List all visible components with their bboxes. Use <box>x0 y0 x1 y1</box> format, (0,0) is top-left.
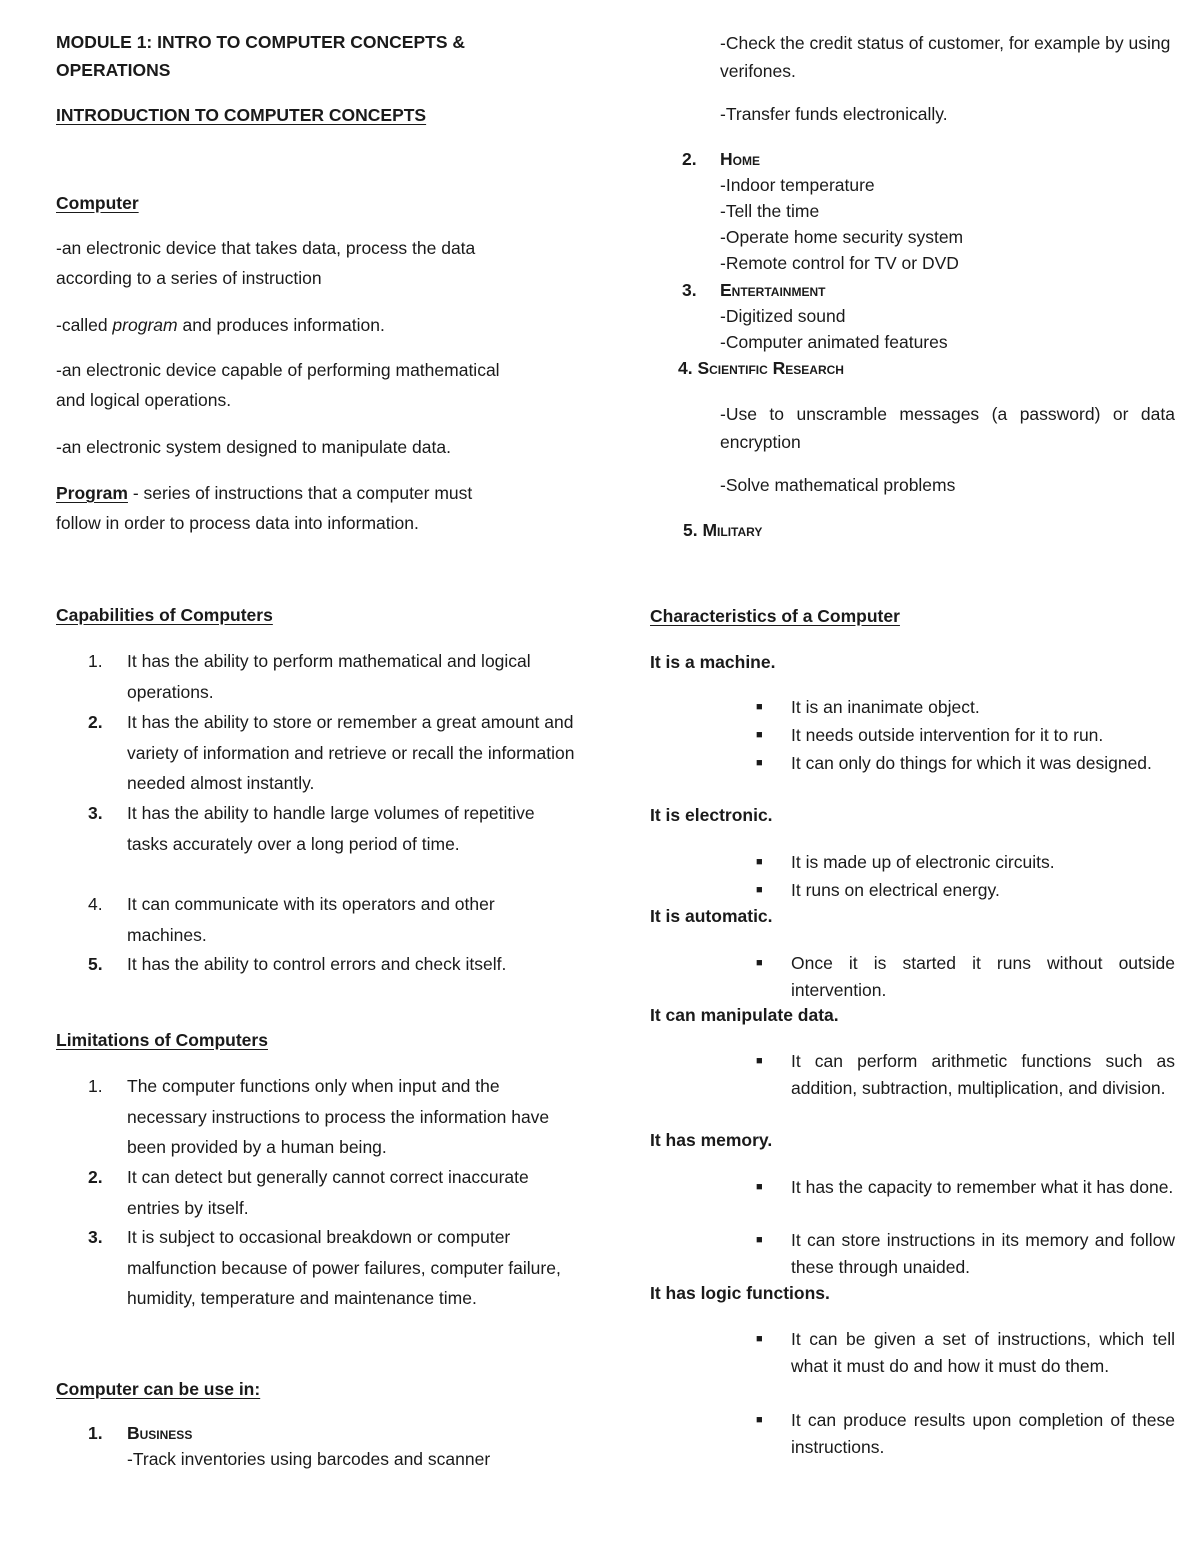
characteristic-bullet-text: Once it is started it runs without outside intervention. <box>791 953 1175 1000</box>
capability-item-number: 1. <box>88 651 103 671</box>
characteristic-title: It is electronic. <box>650 805 773 825</box>
business-label: Business <box>127 1423 193 1443</box>
square-bullet-icon: ■ <box>756 757 763 769</box>
capability-item-number: 4. <box>88 894 103 914</box>
limitation-item-text: It is subject to occasional breakdown or computer malfunction because of power failures, computer failure, humidity, temperature and maintenance time. <box>127 1227 561 1308</box>
characteristic-bullet-text: It can be given a set of instructions, which tell what it must do and how it must do them. <box>791 1329 1175 1376</box>
characteristic-bullet-text: It can produce results upon completion of these instructions. <box>791 1410 1175 1457</box>
characteristic-bullet-text: It is an inanimate object. <box>791 697 980 717</box>
square-bullet-icon: ■ <box>756 856 763 868</box>
program-term: program <box>112 315 178 335</box>
square-bullet-icon: ■ <box>756 1234 763 1246</box>
entertainment-line: -Computer animated features <box>720 332 948 352</box>
business-line: -Track inventories using barcodes and scanner <box>127 1449 491 1469</box>
limitation-item-number: 2. <box>88 1167 103 1187</box>
business-line: -Transfer funds electronically. <box>720 104 948 124</box>
characteristic-title: It has memory. <box>650 1130 773 1150</box>
military-label: 5. Military <box>683 520 763 540</box>
home-label: Home <box>720 149 760 169</box>
square-bullet-icon: ■ <box>756 1181 763 1193</box>
home-line: -Tell the time <box>720 201 820 221</box>
square-bullet-icon: ■ <box>756 1055 763 1067</box>
limitation-item-number: 1. <box>88 1076 103 1096</box>
capability-item-text: It has the ability to perform mathematical and logical operations. <box>127 651 531 702</box>
characteristic-title: It can manipulate data. <box>650 1005 839 1025</box>
section-title: INTRODUCTION TO COMPUTER CONCEPTS <box>56 105 427 125</box>
characteristic-bullet-text: It can perform arithmetic functions such as addition, subtraction, multiplication, and division. <box>791 1051 1175 1098</box>
square-bullet-icon: ■ <box>756 957 763 969</box>
computer-definition-1: -an electronic device that takes data, process the data according to a series of instruction <box>56 238 476 288</box>
capability-item-text: It has the ability to control errors and check itself. <box>127 954 507 974</box>
limitation-item-number: 3. <box>88 1227 103 1247</box>
home-line: -Operate home security system <box>720 227 964 247</box>
capability-item-number: 5. <box>88 954 103 974</box>
limitation-item-text: It can detect but generally cannot correct inaccurate entries by itself. <box>127 1167 529 1218</box>
characteristic-bullet-text: It needs outside intervention for it to run. <box>791 725 1104 745</box>
home-line: -Indoor temperature <box>720 175 875 195</box>
capability-item-text: It has the ability to store or remember a great amount and variety of information and retrieve or recall the information needed almost instantly. <box>127 712 575 793</box>
limitation-item-text: The computer functions only when input and the necessary instructions to process the information have been provided by a human being. <box>127 1076 550 1157</box>
capability-item-number: 3. <box>88 803 103 823</box>
square-bullet-icon: ■ <box>756 884 763 896</box>
characteristic-bullet-text: It can store instructions in its memory and follow these through unaided. <box>791 1230 1175 1277</box>
scientific-line: -Use to unscramble messages (a password) or data encryption <box>720 404 1175 452</box>
computer-definition-4: -an electronic system designed to manipulate data. <box>56 437 451 457</box>
scientific-line: -Solve mathematical problems <box>720 475 956 495</box>
square-bullet-icon: ■ <box>756 701 763 713</box>
characteristic-title: It has logic functions. <box>650 1283 830 1303</box>
limitations-heading: Limitations of Computers <box>56 1030 268 1050</box>
entertainment-line: -Digitized sound <box>720 306 846 326</box>
computer-heading: Computer <box>56 193 139 213</box>
entertainment-label: Entertainment <box>720 280 826 300</box>
program-definition: Program - series of instructions that a computer must follow in order to process data into information. <box>56 483 473 533</box>
square-bullet-icon: ■ <box>756 729 763 741</box>
characteristics-heading: Characteristics of a Computer <box>650 606 900 626</box>
characteristic-bullet-text: It is made up of electronic circuits. <box>791 852 1055 872</box>
characteristic-title: It is automatic. <box>650 906 773 926</box>
characteristic-bullet-text: It runs on electrical energy. <box>791 880 1000 900</box>
capability-item-text: It can communicate with its operators and other machines. <box>127 894 495 945</box>
business-line: -Check the credit status of customer, for example by using verifones. <box>720 33 1171 81</box>
square-bullet-icon: ■ <box>756 1414 763 1426</box>
computer-definition-2: -called program and produces information. <box>56 315 385 335</box>
capability-item-text: It has the ability to handle large volumes of repetitive tasks accurately over a long period of time. <box>127 803 535 854</box>
uses-heading: Computer can be use in: <box>56 1379 261 1399</box>
module-title: MODULE 1: INTRO TO COMPUTER CONCEPTS & OPERATIONS <box>56 32 465 80</box>
computer-definition-3: -an electronic device capable of performing mathematical and logical operations. <box>56 360 500 410</box>
characteristic-title: It is a machine. <box>650 652 776 672</box>
scientific-research-label: 4. Scientific Research <box>678 358 844 378</box>
characteristic-bullet-text: It can only do things for which it was designed. <box>791 753 1152 773</box>
square-bullet-icon: ■ <box>756 1333 763 1345</box>
home-line: -Remote control for TV or DVD <box>720 253 959 273</box>
characteristic-bullet-text: It has the capacity to remember what it has done. <box>791 1177 1174 1197</box>
capability-item-number: 2. <box>88 712 103 732</box>
capabilities-heading: Capabilities of Computers <box>56 605 273 625</box>
